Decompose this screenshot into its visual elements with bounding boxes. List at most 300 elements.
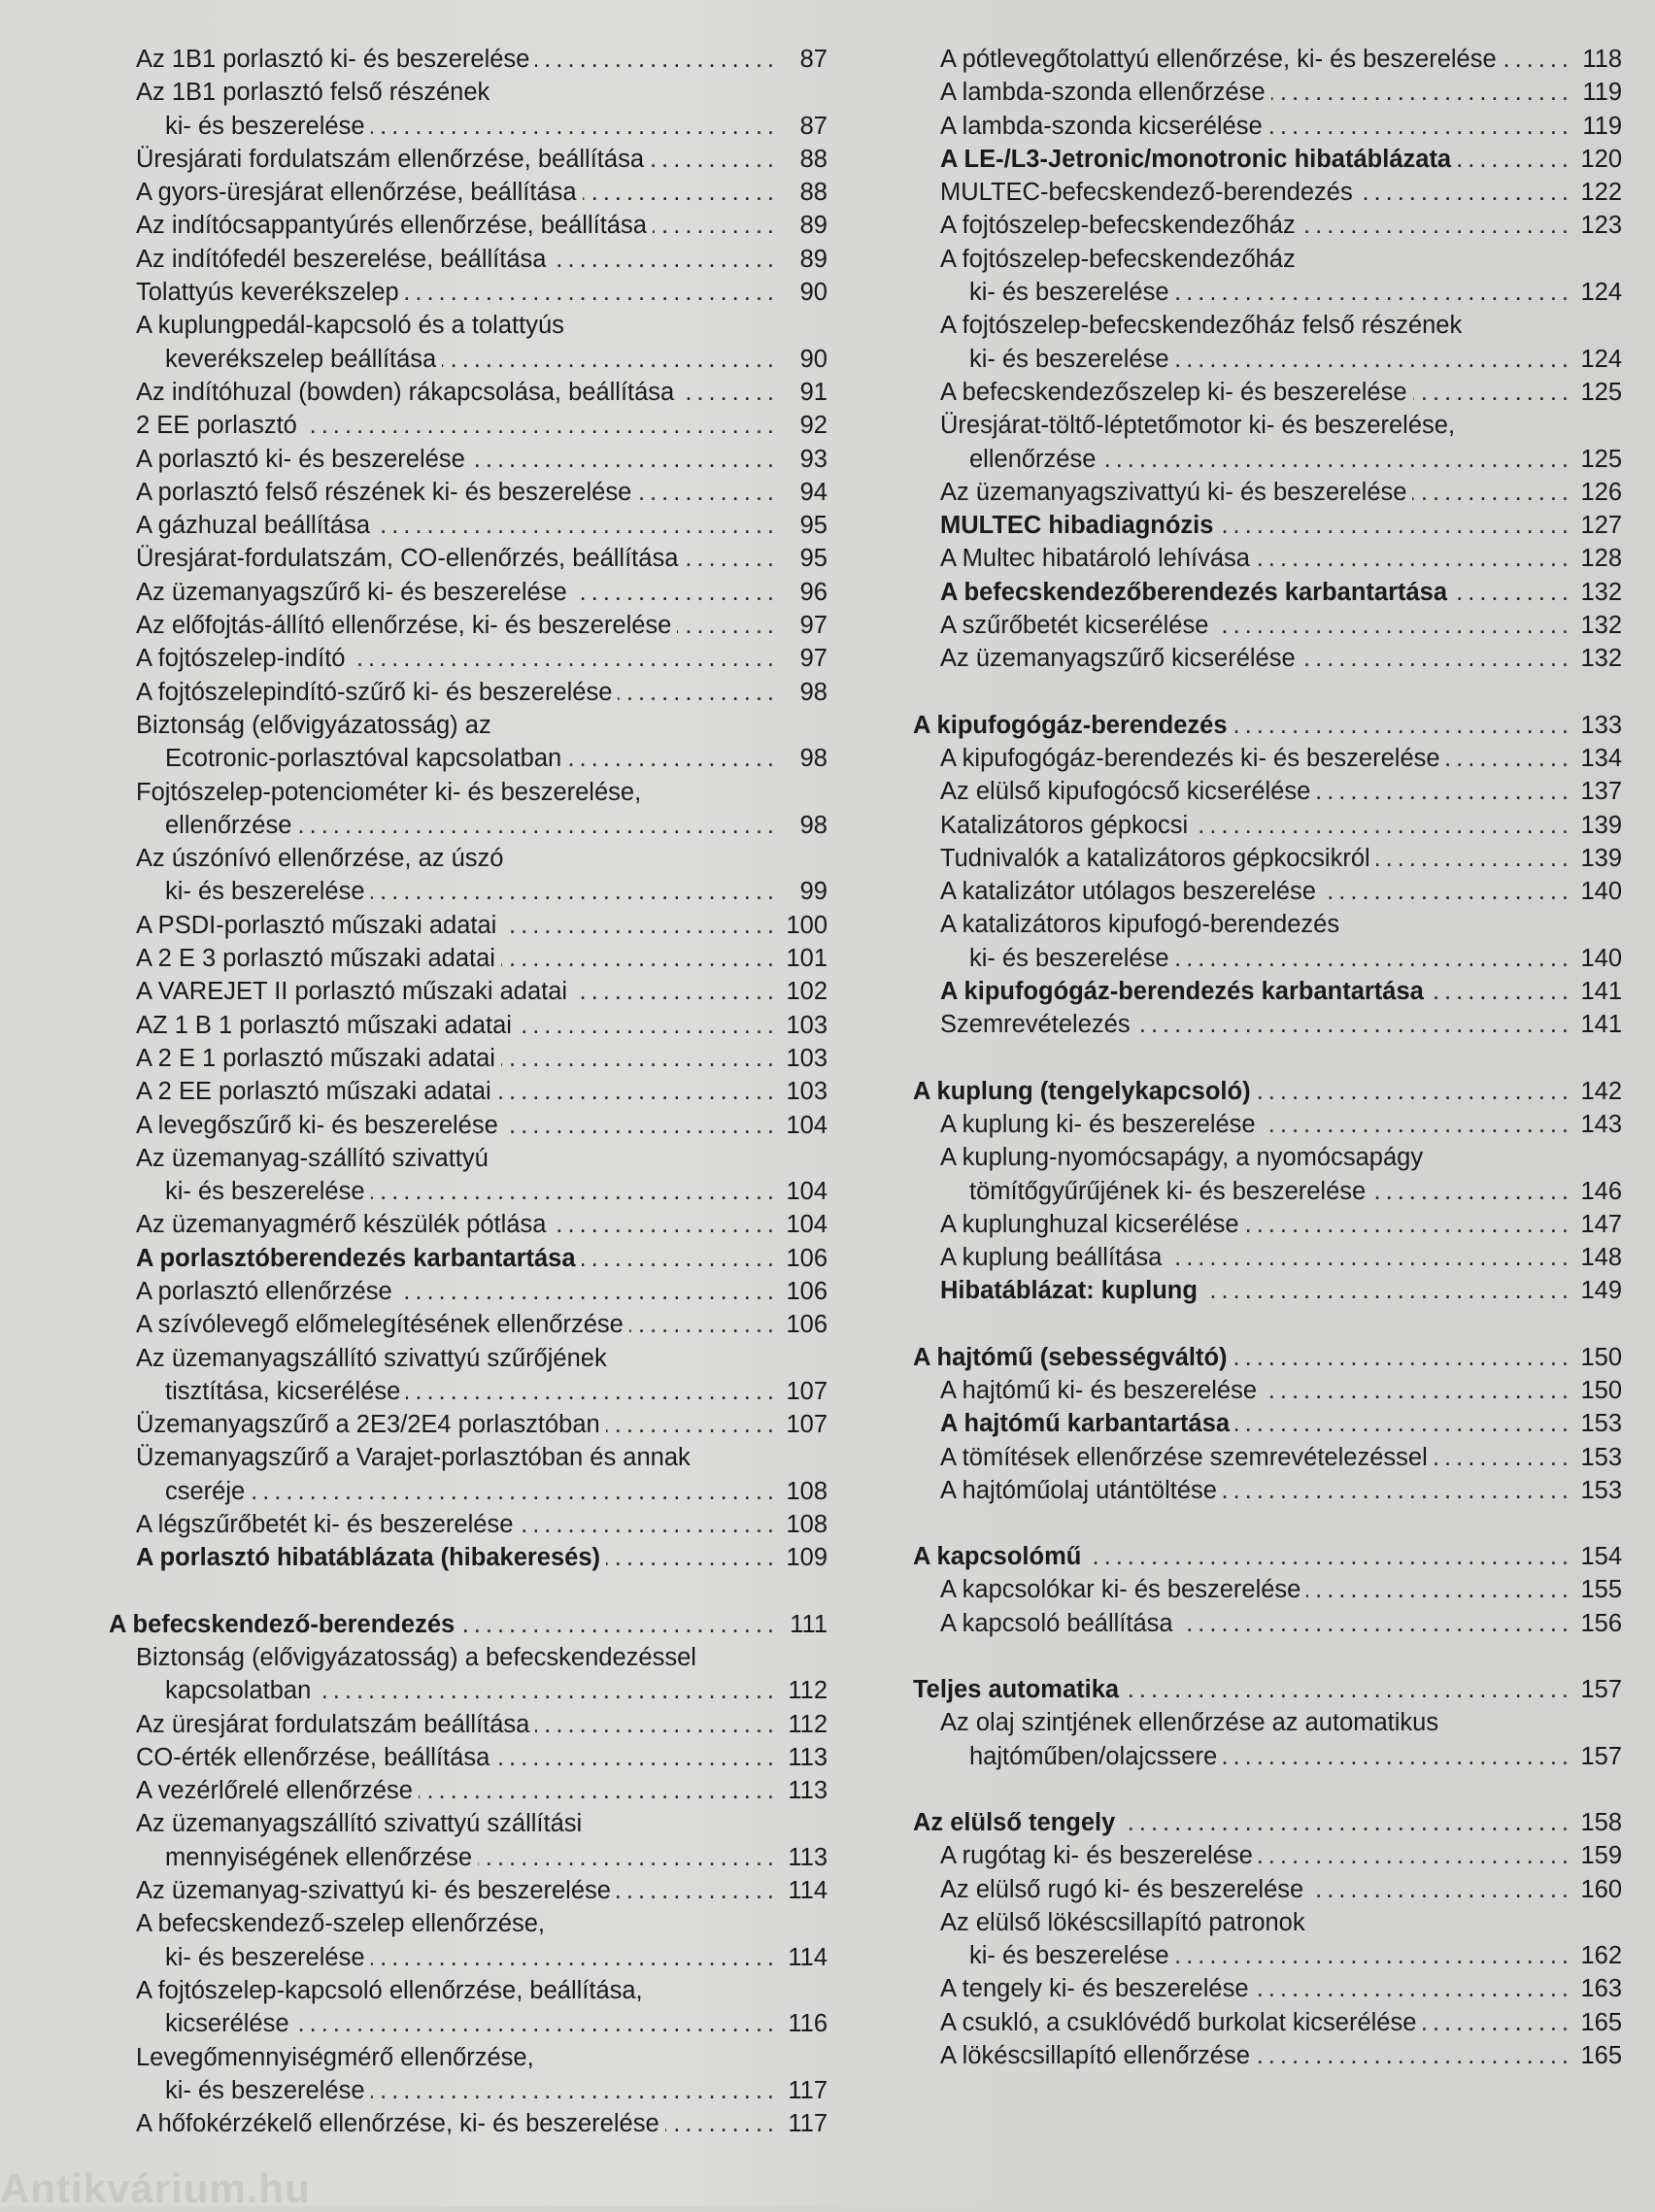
toc-entry-title: A hajtómű karbantartása	[940, 1410, 1231, 1438]
toc-entry-title: Az előfojtás-állító ellenőrzése, ki- és beszerelése	[136, 612, 672, 640]
toc-entry-title: A tengely ki- és beszerelése	[940, 1975, 1249, 2003]
toc-entry	[913, 1175, 1622, 1208]
toc-page-number: 141	[1580, 1011, 1622, 1039]
toc-entry-title: Az üzemanyagszivattyú ki- és beszerelése	[940, 478, 1407, 506]
toc-entry-title: A fojtószelep-kapcsoló ellenőrzése, beállítása,	[136, 1976, 643, 2004]
toc-entry	[109, 209, 828, 242]
toc-entry	[913, 809, 1622, 842]
toc-entry-title: ellenőrzése	[969, 445, 1097, 473]
leader-dots	[1203, 1274, 1573, 1307]
toc-entry-title: A kuplung (tengelykapcsoló)	[913, 1077, 1251, 1105]
leader-dots	[1175, 1939, 1573, 1972]
toc-entry	[109, 1907, 828, 1940]
toc-page-number: 154	[1580, 1543, 1622, 1571]
toc-section-heading	[913, 1075, 1622, 1108]
leader-dots	[1259, 1839, 1573, 1872]
toc-entry-title: A fojtószelep-befecskendezőház	[940, 212, 1296, 240]
leader-dots	[1167, 1241, 1573, 1274]
toc-section-heading	[913, 1806, 1622, 1839]
toc-page-number: 120	[1580, 145, 1622, 173]
leader-dots	[317, 1674, 779, 1707]
toc-page-number: 156	[1580, 1609, 1622, 1637]
leader-dots	[471, 443, 779, 476]
leader-dots	[1309, 1873, 1573, 1906]
toc-page-number: 96	[799, 578, 828, 606]
toc-entry	[109, 1208, 828, 1241]
toc-page-number: 148	[1580, 1244, 1622, 1272]
toc-entry-title: A LE-/L3-Jetronic/monotronic hibatáblázata	[940, 145, 1452, 173]
toc-entry-title: Üresjárat-töltő-léptetőmotor ki- és beszerelése,	[940, 412, 1456, 440]
toc-entry-title: A befecskendező-berendezés	[109, 1610, 456, 1638]
toc-page-number: 87	[799, 112, 828, 140]
toc-entry-title: Az úszónívó ellenőrzése, az úszó	[136, 845, 504, 873]
leader-dots	[552, 243, 779, 276]
toc-page-number: 159	[1580, 1842, 1622, 1870]
toc-page-number: 106	[786, 1277, 828, 1305]
leader-dots	[1263, 1374, 1573, 1407]
leader-dots	[497, 1075, 779, 1108]
toc-entry-title: Levegőmennyiségmérő ellenőrzése,	[136, 2043, 534, 2071]
section-gap	[913, 1507, 1622, 1540]
toc-entry	[913, 110, 1622, 143]
toc-page-number: 104	[786, 1178, 828, 1206]
toc-entry	[913, 1241, 1622, 1274]
toc-entry	[109, 1475, 828, 1508]
toc-entry-title: A befecskendező-szelep ellenőrzése,	[136, 1910, 546, 1938]
leader-dots	[295, 2007, 779, 2040]
toc-entry-title: A 2 E 3 porlasztó műszaki adatai	[136, 945, 495, 973]
leader-dots	[1179, 1607, 1573, 1640]
toc-page-number: 123	[1580, 212, 1622, 240]
toc-entry-title: hajtóműben/olajcssere	[969, 1742, 1218, 1770]
toc-entry-title: Az üzemanyagszállító szivattyú szállítási	[136, 1810, 583, 1838]
toc-entry	[109, 1941, 828, 1974]
toc-page-number: 141	[1580, 978, 1622, 1006]
toc-entry	[109, 1142, 828, 1175]
toc-entry	[109, 1075, 828, 1108]
toc-page-number: 100	[786, 911, 828, 939]
toc-entry-title: Üresjárati fordulatszám ellenőrzése, beállítása	[136, 145, 644, 173]
toc-entry-title: A befecskendezőberendezés karbantartása	[940, 578, 1448, 606]
toc-entry-title: Az üzemanyag-szállító szivattyú	[136, 1144, 489, 1172]
leader-dots	[1101, 443, 1573, 476]
toc-page-number: 108	[786, 1511, 828, 1539]
leader-dots	[617, 1874, 779, 1907]
toc-entry-title: A lökéscsillapító ellenőrzése	[940, 2042, 1250, 2070]
toc-page-number: 147	[1580, 1210, 1622, 1238]
toc-entry	[109, 2041, 828, 2074]
toc-entry-title: A légszűrőbetét ki- és beszerelése	[136, 1511, 514, 1539]
toc-entry	[913, 609, 1622, 642]
toc-entry-title: CO-érték ellenőrzése, beállítása	[136, 1743, 490, 1771]
leader-dots	[1256, 542, 1573, 575]
leader-dots	[1175, 276, 1573, 309]
toc-entry	[109, 1874, 828, 1907]
leader-dots	[1434, 1441, 1573, 1474]
toc-entry-title: Az elülső rugó ki- és beszerelése	[940, 1875, 1304, 1903]
toc-entry-title: A hajtómű ki- és beszerelése	[940, 1376, 1257, 1404]
toc-page-number: 103	[786, 1011, 828, 1039]
toc-entry-title: A hőfokérzékelő ellenőrzése, ki- és beszerelése	[136, 2110, 659, 2138]
leader-dots	[1087, 1540, 1573, 1573]
toc-page-number: 107	[786, 1411, 828, 1439]
toc-section-heading	[109, 1608, 828, 1641]
toc-entry	[109, 176, 828, 209]
toc-entry	[109, 975, 828, 1008]
toc-entry-title: A kuplung ki- és beszerelése	[940, 1110, 1256, 1138]
toc-page-number: 132	[1580, 612, 1622, 640]
leader-dots	[1413, 376, 1573, 409]
leader-dots	[567, 742, 779, 775]
toc-entry	[913, 1274, 1622, 1307]
toc-page-number: 119	[1582, 112, 1622, 140]
leader-dots	[478, 1841, 779, 1874]
toc-entry-title: Az indítóhuzal (bowden) rákapcsolása, beállítása	[136, 378, 675, 406]
toc-entry	[913, 2006, 1622, 2039]
toc-entry-title: A katalizátor utólagos beszerelése	[940, 878, 1316, 906]
toc-page-number: 101	[786, 945, 828, 973]
toc-entry-title: tömítőgyűrűjének ki- és beszerelése	[969, 1177, 1367, 1205]
leader-dots	[1446, 742, 1573, 775]
leader-dots	[1194, 809, 1573, 842]
leader-dots	[1223, 1740, 1573, 1773]
toc-page-number: 89	[799, 212, 828, 240]
toc-entry	[109, 1708, 828, 1741]
toc-entry-title: A PSDI-porlasztó műszaki adatai	[136, 911, 497, 939]
toc-page-number: 150	[1580, 1376, 1622, 1404]
leader-dots	[1256, 2039, 1573, 2072]
toc-page-number: 139	[1580, 811, 1622, 839]
toc-page-number: 112	[788, 1710, 828, 1738]
leader-dots	[1223, 1474, 1573, 1507]
toc-entry-title: A lambda-szonda kicserélése	[940, 112, 1263, 140]
toc-entry-title: MULTEC hibadiagnózis	[940, 512, 1214, 540]
toc-entry	[913, 1008, 1622, 1041]
leader-dots	[1412, 476, 1573, 509]
toc-entry	[913, 376, 1622, 409]
toc-entry	[913, 1141, 1622, 1174]
toc-entry	[109, 875, 828, 908]
leader-dots	[405, 276, 779, 309]
toc-entry	[913, 908, 1622, 941]
toc-page-number: 165	[1580, 2042, 1622, 2070]
leader-dots	[650, 143, 779, 176]
toc-entry-title: keverékszelep beállítása	[165, 345, 437, 373]
toc-entry-title: Az üzemanyagmérő készülék pótlása	[136, 1211, 547, 1239]
toc-entry-title: Az elülső kipufogócső kicserélése	[940, 778, 1311, 806]
toc-entry-title: A fojtószelepindító-szűrő ki- és beszerelése	[136, 678, 613, 706]
toc-entry-title: A kuplungpedál-kapcsoló és a tolattyús	[136, 312, 564, 340]
toc-entry-title: Az 1B1 porlasztó felső részének	[136, 79, 490, 107]
toc-page-number: 157	[1580, 1742, 1622, 1770]
leader-dots	[1359, 176, 1573, 209]
toc-entry	[109, 1508, 828, 1541]
leader-dots	[535, 1708, 779, 1741]
toc-entry-title: Üzemanyagszűrő a Varajet-porlasztóban és annak	[136, 1444, 691, 1472]
toc-page-number: 108	[786, 1477, 828, 1505]
leader-dots	[1262, 1108, 1573, 1141]
leader-dots	[573, 975, 779, 1008]
toc-entry-title: A csukló, a csuklóvédő burkolat kicserélése	[940, 2008, 1417, 2036]
toc-entry	[913, 1706, 1622, 1739]
toc-page-number: 113	[788, 1777, 828, 1805]
leader-dots	[351, 642, 779, 675]
toc-entry-title: AZ 1 B 1 porlasztó műszaki adatai	[136, 1011, 512, 1039]
leader-dots	[1255, 1972, 1573, 2005]
toc-entry	[913, 76, 1622, 109]
toc-entry-title: Tolattyús keverékszelep	[136, 279, 399, 307]
toc-page-number: 139	[1580, 844, 1622, 872]
toc-entry	[913, 2039, 1622, 2072]
toc-entry	[913, 542, 1622, 575]
toc-entry-title: ki- és beszerelése	[165, 112, 365, 140]
toc-entry-title: A hajtóműolaj utántöltése	[940, 1476, 1217, 1504]
toc-entry	[913, 443, 1622, 476]
toc-entry	[109, 709, 828, 742]
toc-entry	[109, 942, 828, 975]
toc-entry	[109, 609, 828, 642]
leader-dots	[535, 43, 779, 76]
toc-entry-title: Katalizátoros gépkocsi	[940, 811, 1189, 839]
leader-dots	[501, 1042, 779, 1075]
leader-dots	[460, 1608, 779, 1641]
toc-page-number: 117	[788, 2110, 828, 2138]
toc-page-number: 132	[1580, 578, 1622, 606]
leader-dots	[1175, 343, 1573, 376]
toc-entry	[913, 276, 1622, 309]
toc-entry	[913, 1939, 1622, 1972]
toc-column-right	[913, 43, 1622, 2072]
leader-dots	[618, 676, 779, 709]
toc-entry-title: A szívólevegő előmelegítésének ellenőrzése	[136, 1311, 624, 1339]
toc-entry-title: A kuplung beállítása	[940, 1244, 1163, 1272]
toc-entry-title: A tömítések ellenőrzése szemrevételezéssel	[940, 1443, 1428, 1471]
toc-entry-title: ki- és beszerelése	[969, 279, 1169, 307]
toc-entry	[109, 2074, 828, 2107]
leader-dots	[1136, 1008, 1573, 1041]
toc-entry-title: A kipufogógáz-berendezés ki- és beszerelése	[940, 744, 1440, 772]
toc-entry-title: MULTEC-befecskendező-berendezés	[940, 179, 1353, 207]
toc-entry-title: A gyors-üresjárat ellenőrzése, beállítása	[136, 179, 577, 207]
toc-page-number: 157	[1580, 1676, 1622, 1704]
toc-entry-title: Az indítófedél beszerelése, beállítása	[136, 245, 547, 273]
toc-entry-title: tisztítása, kicserélése	[165, 1377, 401, 1405]
toc-page-number: 125	[1580, 378, 1622, 406]
toc-entry	[109, 1242, 828, 1275]
toc-entry	[109, 43, 828, 76]
toc-entry	[109, 1009, 828, 1042]
toc-entry	[913, 842, 1622, 875]
toc-entry	[109, 309, 828, 342]
leader-dots	[1422, 2006, 1573, 2039]
toc-entry-title: A kapcsolókar ki- és beszerelése	[940, 1576, 1301, 1604]
toc-page-number: 102	[786, 978, 828, 1006]
toc-entry-title: A porlasztó felső részének ki- és beszerelése	[136, 478, 632, 506]
toc-entry	[913, 1474, 1622, 1507]
toc-page-number: 98	[799, 811, 828, 839]
leader-dots	[629, 1308, 779, 1341]
toc-entry	[913, 1108, 1622, 1141]
toc-entry	[109, 909, 828, 942]
toc-page-number: 98	[799, 678, 828, 706]
toc-page-number: 97	[799, 612, 828, 640]
toc-page-number: 155	[1580, 1576, 1622, 1604]
toc-entry-title: A befecskendezőszelep ki- és beszerelése	[940, 378, 1407, 406]
toc-entry-title: ki- és beszerelése	[969, 345, 1169, 373]
toc-page-number: 113	[788, 1843, 828, 1871]
toc-entry	[913, 1374, 1622, 1407]
toc-entry	[109, 776, 828, 809]
toc-entry-title: A katalizátoros kipufogó-berendezés	[940, 911, 1340, 939]
toc-page-number: 98	[799, 745, 828, 773]
toc-entry-title: A fojtószelep-befecskendezőház	[940, 245, 1296, 273]
leader-dots	[1233, 709, 1573, 742]
toc-page-number: 95	[799, 545, 828, 573]
toc-entry-title: A gázhuzal beállítása	[136, 512, 371, 540]
toc-page-number: 124	[1580, 345, 1622, 373]
leader-dots	[1245, 1208, 1573, 1241]
toc-entry-title: A hajtómű (sebességváltó)	[913, 1343, 1228, 1371]
leader-dots	[1271, 76, 1573, 109]
watermark: Antikvárium.hu	[0, 2165, 311, 2211]
toc-entry	[109, 343, 828, 376]
toc-entry-title: A kipufogógáz-berendezés karbantartása	[940, 978, 1424, 1006]
toc-page-number: 150	[1580, 1343, 1622, 1371]
leader-dots	[519, 1508, 779, 1541]
toc-entry	[109, 276, 828, 309]
toc-entry	[913, 942, 1622, 975]
toc-page-number: 87	[799, 46, 828, 73]
toc-entry	[109, 1541, 828, 1574]
toc-page-number: 113	[788, 1743, 828, 1771]
toc-page-number: 106	[786, 1244, 828, 1272]
leader-dots	[1235, 1407, 1573, 1440]
toc-entry-title: ki- és beszerelése	[969, 944, 1169, 972]
toc-entry	[109, 2007, 828, 2040]
toc-entry	[109, 1974, 828, 2007]
leader-dots	[1316, 775, 1573, 808]
leader-dots	[680, 376, 779, 409]
leader-dots	[1268, 110, 1573, 143]
toc-entry-title: A porlasztó ellenőrzése	[136, 1277, 392, 1305]
toc-entry	[109, 2107, 828, 2140]
toc-page-number: 117	[788, 2076, 828, 2104]
toc-entry-title: Az indítócsappantyúrés ellenőrzése, beállítása	[136, 212, 647, 240]
toc-page-number: 142	[1580, 1077, 1622, 1105]
toc-entry	[913, 309, 1622, 342]
toc-entry-title: A porlasztó hibatáblázata (hibakeresés)	[136, 1544, 601, 1572]
toc-entry	[109, 1841, 828, 1874]
toc-entry	[913, 875, 1622, 908]
leader-dots	[552, 1208, 779, 1241]
leader-dots	[518, 1009, 779, 1042]
toc-page-number: 146	[1580, 1177, 1622, 1205]
toc-entry-title: A porlasztóberendezés karbantartása	[136, 1244, 576, 1272]
toc-entry-title: A kuplunghuzal kicserélése	[940, 1210, 1239, 1238]
toc-entry-title: A pótlevegőtolattyú ellenőrzése, ki- és beszerelése	[940, 46, 1497, 73]
toc-page-number: 126	[1580, 478, 1622, 506]
toc-page-number: 158	[1580, 1808, 1622, 1836]
toc-page-number: 93	[799, 445, 828, 473]
toc-entry	[109, 1741, 828, 1774]
toc-page-number: 97	[799, 645, 828, 673]
toc-entry	[109, 1308, 828, 1341]
toc-entry-title: A kuplung-nyomócsapágy, a nyomócsapágy	[940, 1144, 1424, 1172]
toc-page-number: 109	[786, 1544, 828, 1572]
toc-entry	[913, 43, 1622, 76]
toc-entry	[109, 1774, 828, 1807]
toc-entry	[913, 1208, 1622, 1241]
toc-entry	[109, 143, 828, 176]
toc-entry-title: Biztonság (elővigyázatosság) az	[136, 711, 491, 739]
toc-column-left	[109, 43, 828, 2140]
leader-dots	[371, 110, 779, 143]
leader-dots	[371, 2074, 779, 2107]
toc-entry-title: Hibatáblázat: kuplung	[940, 1277, 1198, 1305]
toc-entry-title: A 2 EE porlasztó műszaki adatai	[136, 1078, 491, 1106]
toc-entry-title: Az elülső tengely	[913, 1808, 1116, 1836]
toc-entry-title: A fojtószelep-indító	[136, 645, 346, 673]
toc-entry-title: Az elülső lökéscsillapító patronok	[940, 1908, 1305, 1936]
toc-page-number: 127	[1580, 512, 1622, 540]
toc-page-number: 140	[1580, 878, 1622, 906]
leader-dots	[419, 1774, 779, 1807]
toc-entry	[913, 642, 1622, 675]
toc-entry-title: ki- és beszerelése	[165, 2076, 365, 2104]
section-gap	[109, 1575, 828, 1608]
toc-entry-title: ki- és beszerelése	[165, 878, 365, 906]
toc-page-number: 124	[1580, 279, 1622, 307]
toc-entry	[913, 509, 1622, 542]
toc-page-number: 122	[1580, 179, 1622, 207]
toc-entry-title: 2 EE porlasztó	[136, 412, 297, 440]
toc-entry-title: Az üzemanyagszállító szivattyú szűrőjének	[136, 1344, 607, 1372]
leader-dots	[442, 343, 779, 376]
toc-page-number: 106	[786, 1311, 828, 1339]
toc-entry	[109, 509, 828, 542]
toc-entry-title: ellenőrzése	[165, 811, 292, 839]
toc-entry	[109, 476, 828, 509]
leader-dots	[1219, 509, 1573, 542]
toc-page-number: 128	[1580, 545, 1622, 573]
toc-entry-title: Fojtószelep-potenciométer ki- és beszerelése,	[136, 778, 642, 806]
toc-page-number: 149	[1580, 1277, 1622, 1305]
toc-entry-title: Az üzemanyagszűrő ki- és beszerelése	[136, 578, 567, 606]
toc-entry-title: Biztonság (elővigyázatosság) a befecskendezéssel	[136, 1643, 696, 1671]
toc-entry	[913, 1873, 1622, 1906]
toc-entry-title: ki- és beszerelése	[969, 1942, 1169, 1970]
toc-entry-title: Tudnivalók a katalizátoros gépkocsikról	[940, 844, 1370, 872]
toc-page-number: 104	[786, 1211, 828, 1239]
section-gap	[913, 676, 1622, 709]
leader-dots	[1371, 1175, 1573, 1208]
toc-entry	[109, 542, 828, 575]
toc-entry-title: Az üzemanyagszűrő kicserélése	[940, 645, 1296, 673]
toc-page-number: 116	[788, 2010, 828, 2038]
toc-entry-title: A kipufogógáz-berendezés	[913, 711, 1228, 739]
toc-entry-title: kicserélése	[165, 2010, 289, 2038]
toc-entry-title: Üzemanyagszűrő a 2E3/2E4 porlasztóban	[136, 1411, 600, 1439]
leader-dots	[398, 1275, 779, 1308]
toc-entry	[913, 775, 1622, 808]
toc-page-number: 133	[1580, 711, 1622, 739]
leader-dots	[371, 1175, 779, 1208]
toc-page-number: 104	[786, 1111, 828, 1139]
toc-entry-title: ki- és beszerelése	[165, 1178, 365, 1206]
toc-page-number: 153	[1580, 1476, 1622, 1504]
toc-entry	[109, 1342, 828, 1375]
toc-entry-title: A szűrőbetét kicserélése	[940, 612, 1209, 640]
